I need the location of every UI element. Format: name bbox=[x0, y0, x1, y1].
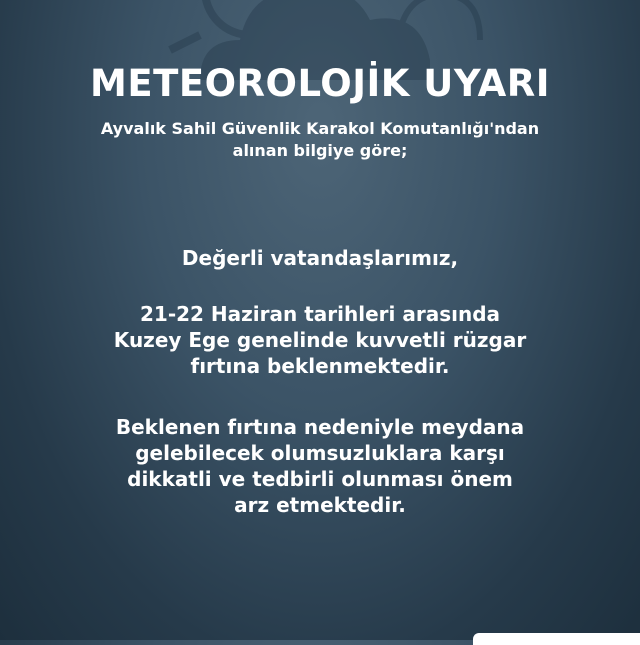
subtitle-line: alınan bilgiye göre; bbox=[232, 141, 408, 160]
greeting: Değerli vatandaşlarımız, bbox=[181, 246, 459, 270]
text-line: 21-22 Haziran tarihleri arasında bbox=[140, 302, 500, 326]
text-line: Kuzey Ege genelinde kuvvetli rüzgar bbox=[113, 328, 527, 352]
page-title: METEOROLOJİK UYARI bbox=[90, 62, 550, 105]
text-line: arz etmektedir. bbox=[234, 493, 406, 517]
text-line: dikkatli ve tedbirli olunması önem bbox=[127, 467, 513, 491]
text-line: Beklenen fırtına nedeniyle meydana bbox=[115, 415, 525, 439]
text-line: gelebilecek olumsuzluklara karşı bbox=[135, 441, 505, 465]
bottom-bar bbox=[473, 633, 640, 645]
text-line: fırtına beklenmektedir. bbox=[190, 354, 450, 378]
paragraph-1 bbox=[0, 301, 640, 379]
paragraph-2 bbox=[0, 414, 640, 518]
subtitle bbox=[0, 118, 640, 162]
subtitle-line: Ayvalık Sahil Güvenlik Karakol Komutanlığı'ndan bbox=[100, 119, 540, 138]
